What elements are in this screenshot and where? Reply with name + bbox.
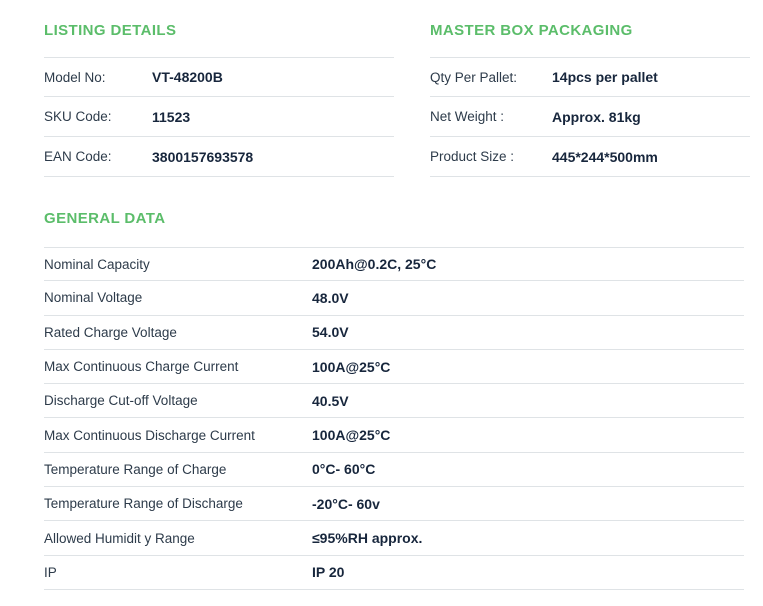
row-value: VT-48200B	[152, 69, 223, 85]
table-row	[44, 418, 744, 452]
row-label: Temperature Range of Discharge	[44, 496, 243, 512]
row-value: 14pcs per pallet	[552, 69, 658, 85]
row-value: 48.0V	[312, 289, 349, 306]
listing-details-title: LISTING DETAILS	[44, 22, 177, 39]
general-data-title: GENERAL DATA	[44, 210, 166, 227]
row-value: 200Ah@0.2C, 25°C	[312, 256, 437, 273]
row-value: 54.0V	[312, 324, 349, 341]
table-row	[44, 350, 744, 384]
row-label: SKU Code:	[44, 109, 112, 124]
listing-details-section	[44, 22, 394, 177]
row-label: Model No:	[44, 69, 106, 85]
row-value: 3800157693578	[152, 148, 254, 165]
table-row	[44, 521, 744, 555]
row-value: 100A@25°C	[312, 358, 391, 375]
row-value: ≤95%RH approx.	[312, 530, 423, 547]
row-value: 40.5V	[312, 392, 349, 409]
general-data-section	[44, 210, 744, 590]
table-row	[430, 137, 750, 177]
table-row	[430, 57, 750, 97]
row-label: Net Weight :	[430, 109, 505, 124]
table-row	[44, 247, 744, 281]
table-row	[430, 97, 750, 137]
row-value: Approx. 81kg	[552, 108, 641, 125]
row-label: EAN Code:	[44, 149, 112, 164]
row-label: Qty Per Pallet:	[430, 69, 518, 85]
table-row	[44, 453, 744, 487]
row-value: 11523	[152, 108, 191, 125]
row-label: Product Size :	[430, 149, 515, 164]
table-row	[44, 316, 744, 350]
table-row	[44, 57, 394, 97]
row-label: Temperature Range of Charge	[44, 461, 227, 477]
master-box-packaging-section	[430, 22, 750, 177]
row-value: IP 20	[312, 564, 345, 581]
row-label: Allowed Humidit y Range	[44, 530, 195, 546]
table-row	[44, 487, 744, 521]
table-row	[44, 384, 744, 418]
row-value: -20°C- 60v	[312, 495, 380, 512]
table-row	[44, 97, 394, 137]
row-label: Discharge Cut-off Voltage	[44, 393, 198, 409]
row-label: Max Continuous Discharge Current	[44, 427, 255, 443]
row-value: 0°C- 60°C	[312, 461, 376, 478]
row-label: Nominal Capacity	[44, 256, 150, 272]
row-label: Nominal Voltage	[44, 290, 143, 306]
table-row	[44, 137, 394, 177]
row-label: IP	[44, 564, 57, 580]
row-value: 100A@25°C	[312, 427, 391, 444]
row-label: Rated Charge Voltage	[44, 324, 177, 340]
table-row	[44, 281, 744, 315]
master-box-packaging-title: MASTER BOX PACKAGING	[430, 22, 633, 39]
row-value: 445*244*500mm	[552, 148, 658, 165]
table-row	[44, 556, 744, 590]
row-label: Max Continuous Charge Current	[44, 359, 239, 375]
